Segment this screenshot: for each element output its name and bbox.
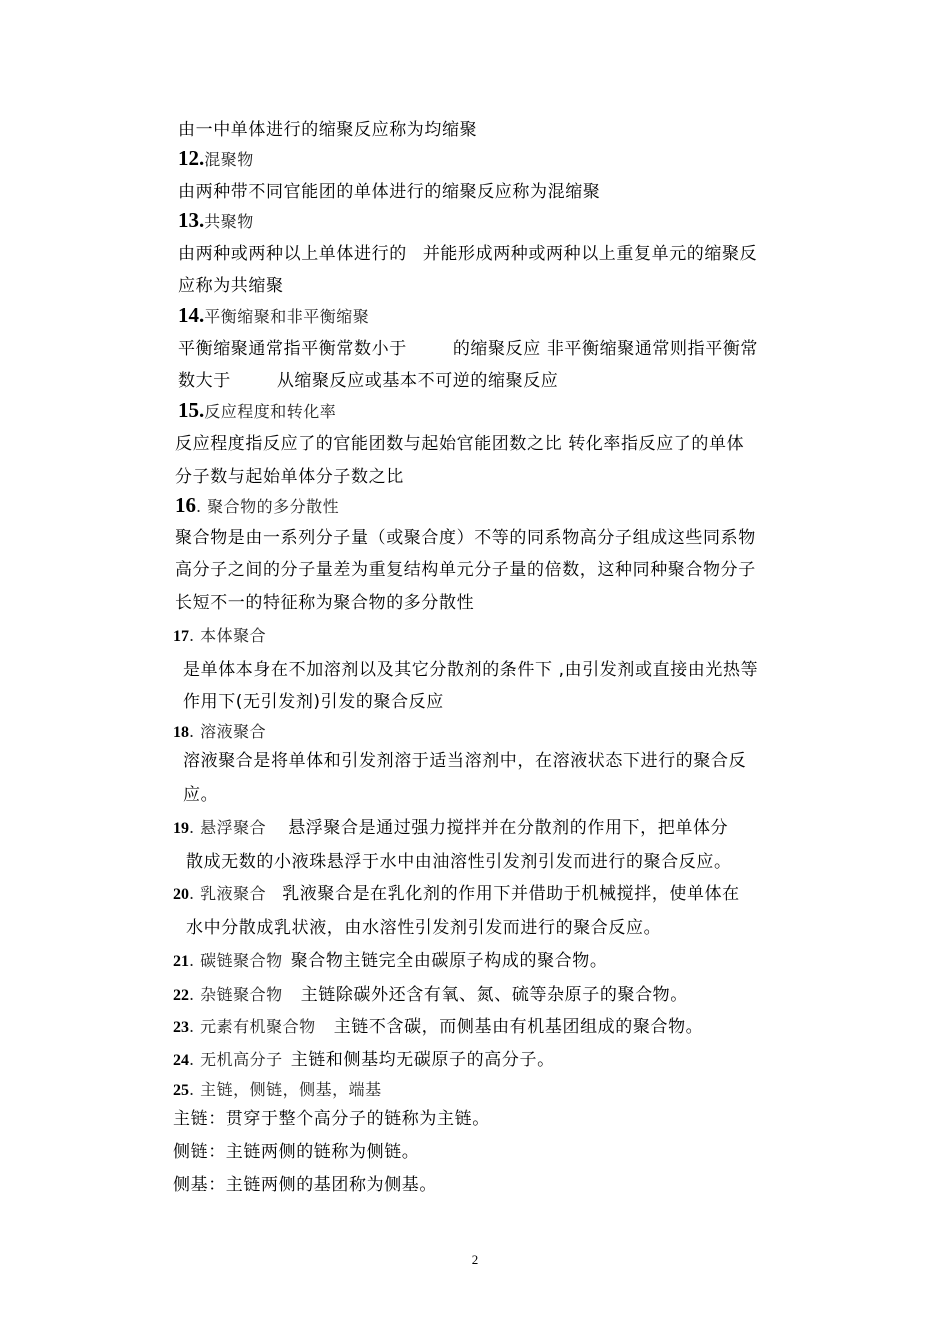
item-heading-13 bbox=[178, 208, 254, 234]
item-heading-19 bbox=[173, 816, 728, 841]
text-run: 从缩聚反应或基本不可逆的缩聚反应 bbox=[276, 371, 559, 391]
item-heading-14 bbox=[178, 303, 369, 329]
item-definition: 悬浮聚合是通过强力搅拌并在分散剂的作用下，把单体分 bbox=[288, 818, 729, 838]
item-heading-18 bbox=[173, 720, 266, 745]
body-line: 应称为共缩聚 bbox=[178, 276, 284, 296]
item-term: . 杂链聚合物 bbox=[189, 985, 283, 1004]
item-heading-16 bbox=[175, 493, 339, 519]
body-line: 高分子之间的分子量差为重复结构单元分子量的倍数，这种同种聚合物分子 bbox=[175, 560, 756, 580]
item-term: . 聚合物的多分散性 bbox=[196, 497, 340, 516]
item-heading-15 bbox=[178, 398, 336, 424]
item-number: 15. bbox=[178, 398, 205, 422]
item-number: 21 bbox=[173, 953, 189, 970]
text-run: 数大于 bbox=[178, 371, 231, 391]
body-line: 反应程度指反应了的官能团数与起始官能团数之比 转化率指反应了的单体 bbox=[175, 434, 745, 454]
item-term: . 溶液聚合 bbox=[189, 722, 267, 741]
item-term: 混聚物 bbox=[204, 150, 254, 169]
body-line: 侧链：主链两侧的链称为侧链。 bbox=[173, 1142, 420, 1162]
item-heading-22 bbox=[173, 983, 688, 1008]
body-line bbox=[178, 369, 558, 393]
item-heading-17 bbox=[173, 624, 266, 649]
item-definition: 聚合物主链完全由碳原子构成的聚合物。 bbox=[290, 951, 608, 971]
item-term: 共聚物 bbox=[204, 212, 254, 231]
item-number: 12. bbox=[178, 146, 205, 170]
item-number: 14. bbox=[178, 303, 205, 327]
body-line: 应。 bbox=[183, 785, 219, 805]
text-run: 并能形成两种或两种以上重复单元的缩聚反 bbox=[422, 244, 758, 264]
item-term: . 主链，侧链，侧基，端基 bbox=[189, 1080, 382, 1099]
item-number: 23 bbox=[173, 1019, 189, 1036]
body-line: 分子数与起始单体分子数之比 bbox=[175, 467, 404, 487]
body-line: 溶液聚合是将单体和引发剂溶于适当溶剂中，在溶液状态下进行的聚合反 bbox=[183, 751, 747, 771]
item-number: 17 bbox=[173, 628, 189, 645]
item-term: . 乳液聚合 bbox=[189, 884, 267, 903]
item-term: 平衡缩聚和非平衡缩聚 bbox=[204, 307, 370, 326]
body-line: 由一中单体进行的缩聚反应称为均缩聚 bbox=[178, 120, 478, 140]
text-run: 由两种或两种以上单体进行的 bbox=[178, 244, 407, 264]
item-term: . 本体聚合 bbox=[189, 626, 267, 645]
item-number: 22 bbox=[173, 987, 189, 1004]
item-number: 25 bbox=[173, 1082, 189, 1099]
body-line: 水中分散成乳状液，由水溶性引发剂引发而进行的聚合反应。 bbox=[186, 918, 662, 938]
item-term: . 无机高分子 bbox=[189, 1050, 283, 1069]
item-term: . 悬浮聚合 bbox=[189, 818, 267, 837]
body-line: 作用下(无引发剂)引发的聚合反应 bbox=[183, 692, 444, 712]
body-line: 聚合物是由一系列分子量（或聚合度）不等的同系物高分子组成这些同系物 bbox=[175, 528, 756, 548]
body-line: 侧基：主链两侧的基团称为侧基。 bbox=[173, 1175, 437, 1195]
item-definition: 乳液聚合是在乳化剂的作用下并借助于机械搅拌，使单体在 bbox=[282, 884, 740, 904]
body-line bbox=[178, 337, 758, 361]
text-run: 的缩聚反应 非平衡缩聚通常则指平衡常 bbox=[452, 339, 759, 359]
body-line: 长短不一的特征称为聚合物的多分散性 bbox=[175, 593, 475, 613]
item-number: 13. bbox=[178, 208, 205, 232]
item-definition: 主链不含碳，而侧基由有机基团组成的聚合物。 bbox=[333, 1017, 704, 1037]
body-line: 散成无数的小液珠悬浮于水中由油溶性引发剂引发而进行的聚合反应。 bbox=[186, 852, 732, 872]
item-heading-21 bbox=[173, 949, 608, 974]
item-term: . 碳链聚合物 bbox=[189, 951, 283, 970]
item-number: 16 bbox=[175, 493, 196, 517]
item-term: . 元素有机聚合物 bbox=[189, 1017, 316, 1036]
item-term: 反应程度和转化率 bbox=[204, 402, 337, 421]
body-line: 主链：贯穿于整个高分子的链称为主链。 bbox=[173, 1109, 490, 1129]
item-number: 19 bbox=[173, 820, 189, 837]
item-definition: 主链除碳外还含有氧、氮、硫等杂原子的聚合物。 bbox=[300, 985, 688, 1005]
item-number: 20 bbox=[173, 886, 189, 903]
item-number: 18 bbox=[173, 724, 189, 741]
page-number: 2 bbox=[471, 1252, 479, 1267]
body-line: 由两种带不同官能团的单体进行的缩聚反应称为混缩聚 bbox=[178, 182, 601, 202]
body-line bbox=[178, 242, 757, 266]
text-run: 平衡缩聚通常指平衡常数小于 bbox=[178, 339, 407, 359]
item-heading-25 bbox=[173, 1078, 382, 1103]
item-heading-23 bbox=[173, 1015, 703, 1040]
item-heading-12 bbox=[178, 146, 254, 172]
item-heading-20 bbox=[173, 882, 740, 907]
item-heading-24 bbox=[173, 1048, 555, 1073]
item-definition: 主链和侧基均无碳原子的高分子。 bbox=[290, 1050, 555, 1070]
body-line: 是单体本身在不加溶剂以及其它分散剂的条件下 ,由引发剂或直接由光热等 bbox=[183, 660, 759, 680]
item-number: 24 bbox=[173, 1052, 189, 1069]
